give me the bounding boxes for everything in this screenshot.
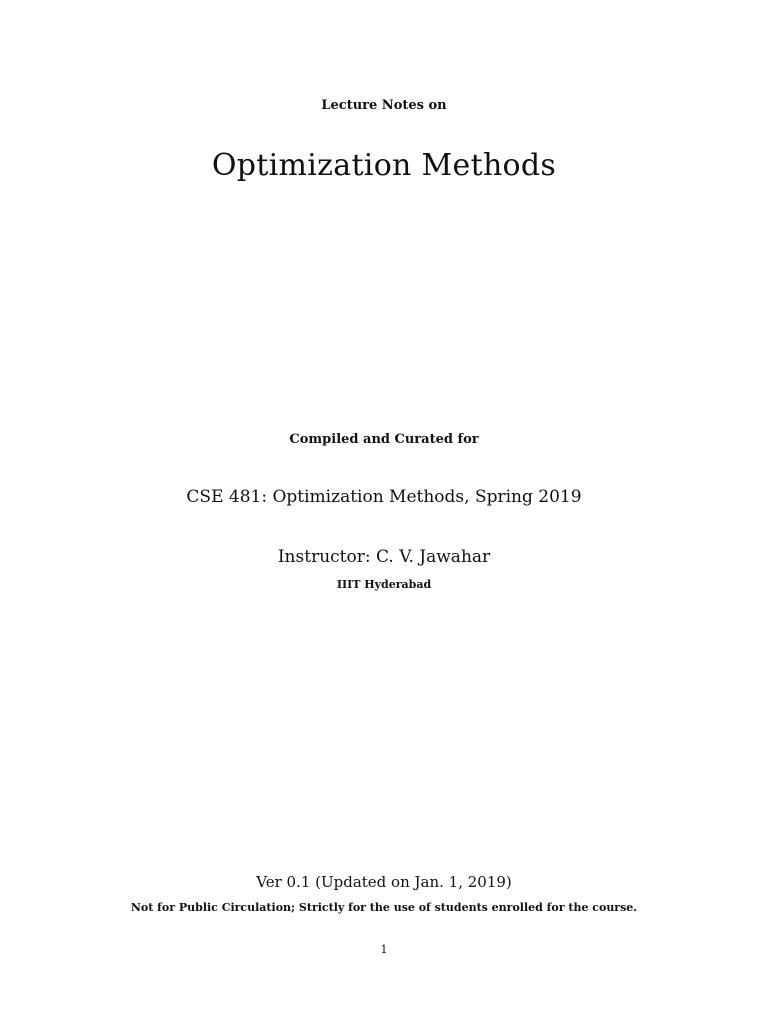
institution-name: IIIT Hyderabad xyxy=(336,578,432,591)
page-number: 1 xyxy=(380,943,388,956)
instructor-name: Instructor: C. V. Jawahar xyxy=(277,547,491,567)
course-name: CSE 481: Optimization Methods, Spring 2019 xyxy=(186,487,582,507)
document-title: Optimization Methods xyxy=(211,148,557,183)
compiled-for-label: Compiled and Curated for xyxy=(289,432,479,447)
circulation-notice: Not for Public Circulation; Strictly for the use of students enrolled for the course. xyxy=(130,901,638,914)
version-info: Ver 0.1 (Updated on Jan. 1, 2019) xyxy=(256,873,512,891)
pre-title: Lecture Notes on xyxy=(321,98,447,113)
